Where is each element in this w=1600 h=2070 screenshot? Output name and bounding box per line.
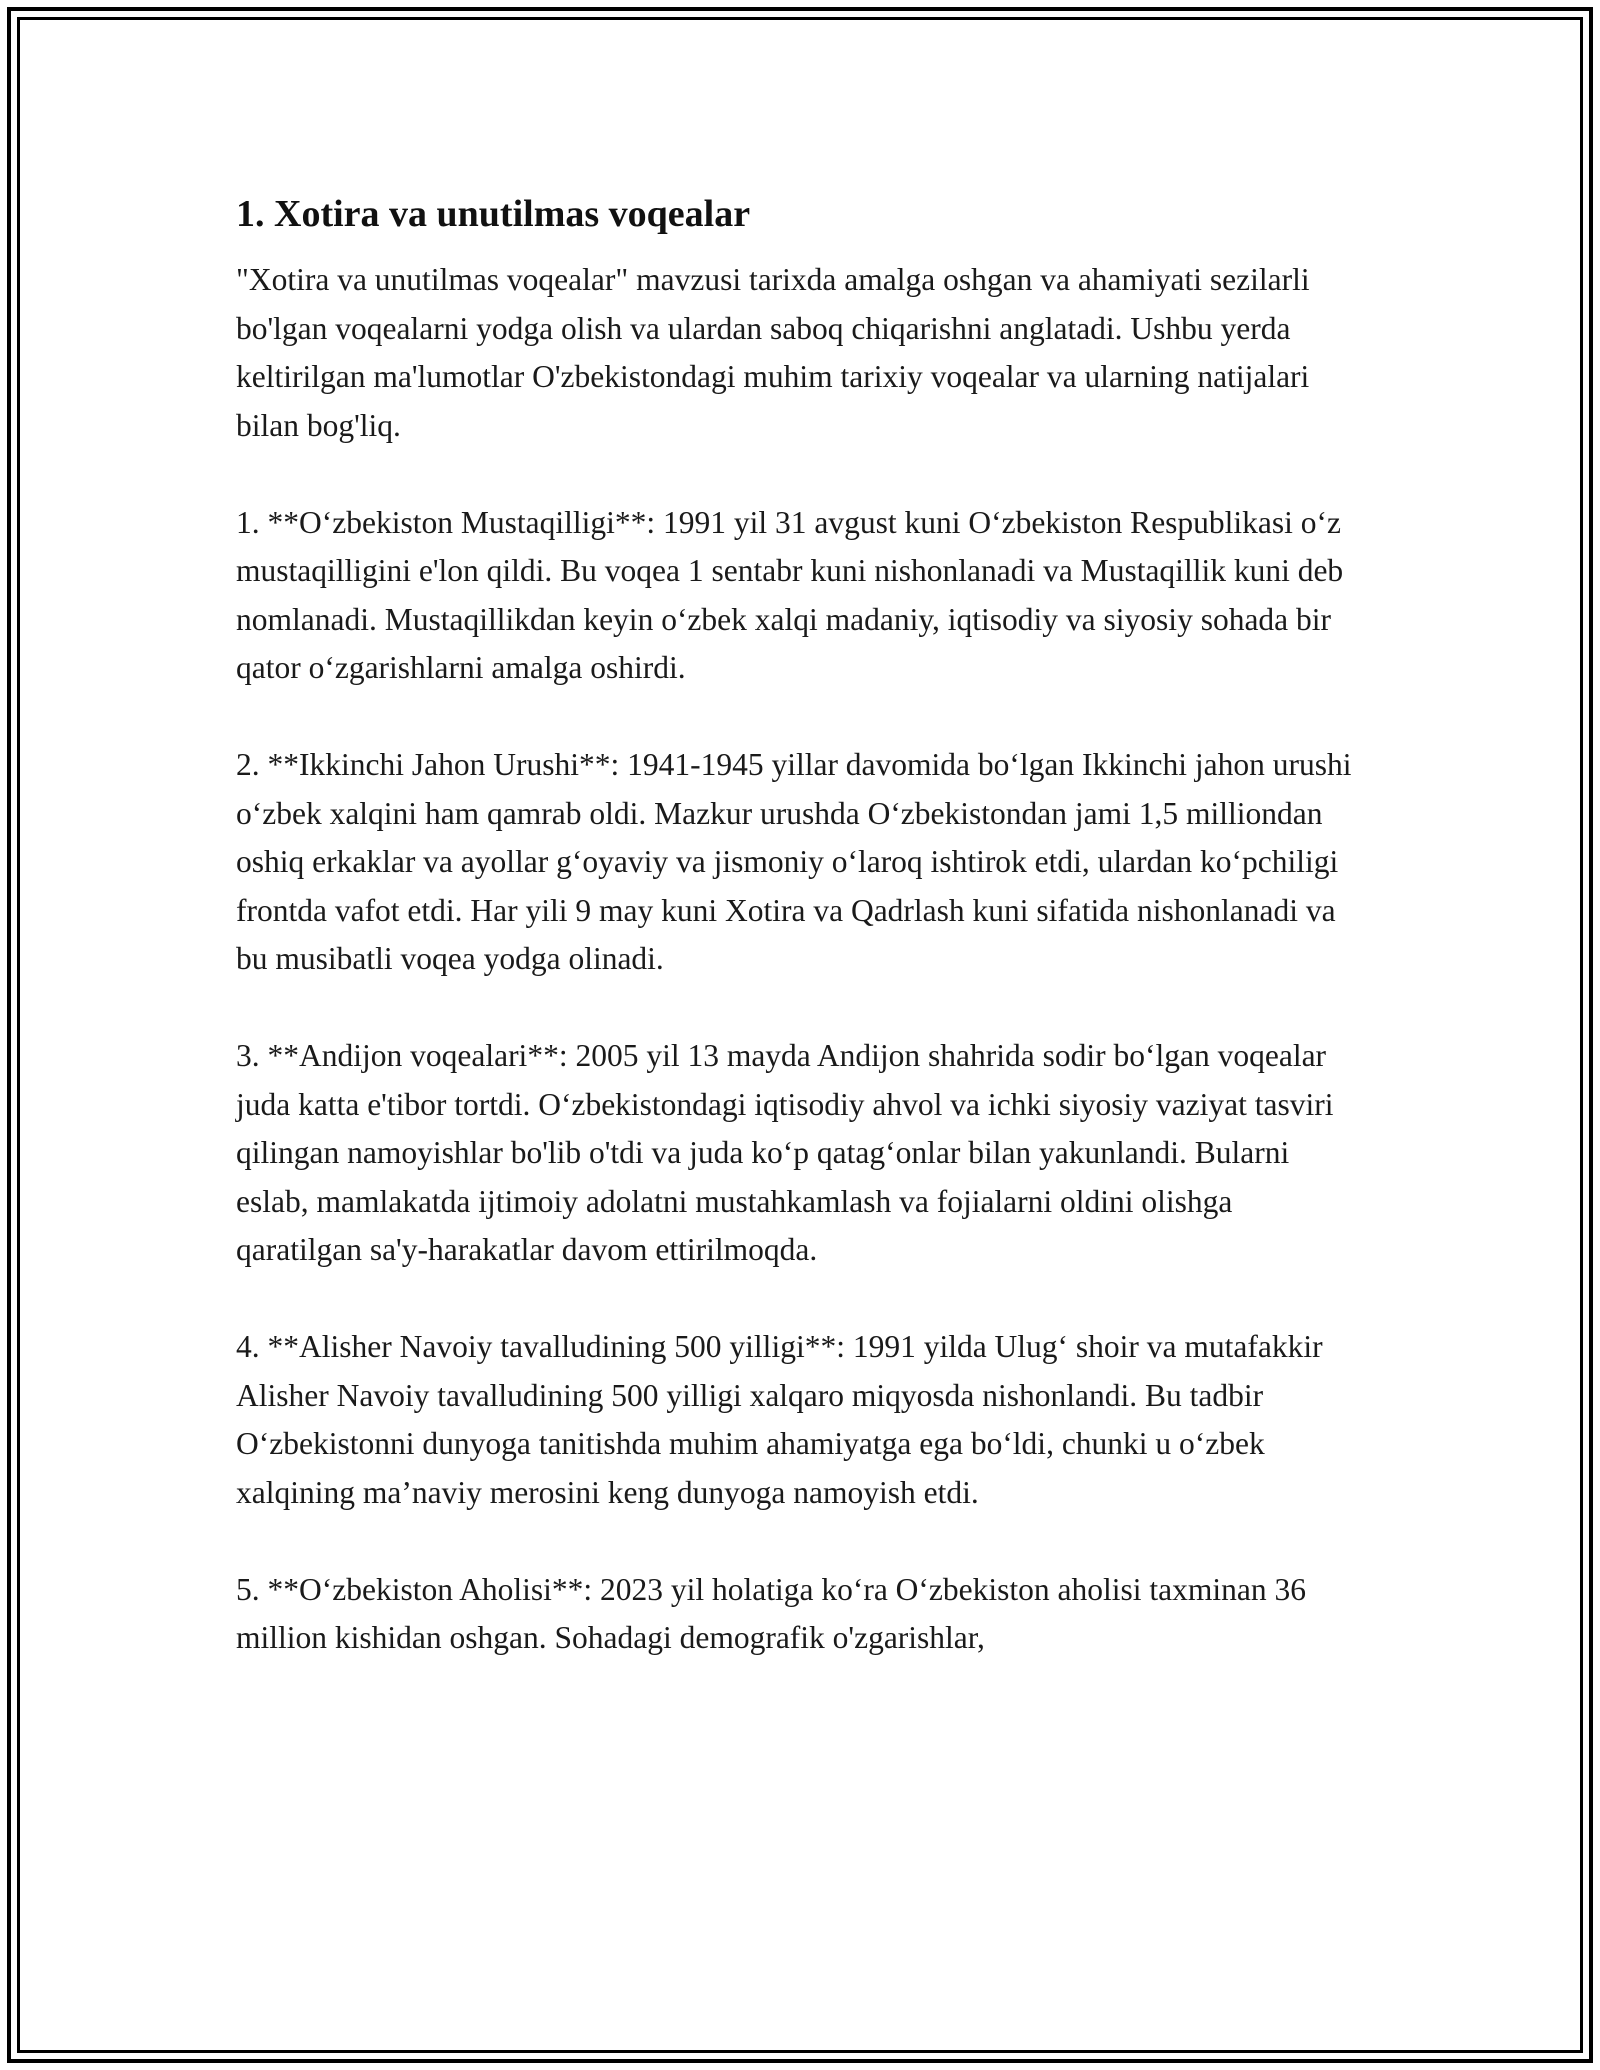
- paragraph-andijan-events: 3. **Andijon voqealari**: 2005 yil 13 mayda Andijon shahrida sodir boʻlgan voqealar juda katta e'tibor tortdi. Oʻzbekistondagi iqtisodiy ahvol va ichki siyosiy vaziyat tasviri qilingan namoyishlar bo'lib o'tdi va juda koʻp qatagʻonlar bilan yakunlandi. Bularni eslab, mamlakatda ijtimoiy adolatni mustahkamlash va fojialarni oldini olishga qaratilgan sa'y-harakatlar davom ettirilmoqda.: [236, 1038, 1334, 1267]
- paragraph-population: 5. **Oʻzbekiston Aholisi**: 2023 yil holatiga koʻra Oʻzbekiston aholisi taxminan 36 million kishidan oshgan. Sohadagi demografik o'zgarishlar,: [236, 1571, 1306, 1655]
- paragraph-navoi-anniversary: 4. **Alisher Navoiy tavalludining 500 yilligi**: 1991 yilda Ulugʻ shoir va mutafakkir Alisher Navoiy tavalludining 500 yilligi xalqaro miqyosda nishonlandi. Bu tadbir Oʻzbekistonni dunyoga tanitishda muhim ahamiyatga ega boʻldi, chunki u oʻzbek xalqining maʼnaviy merosini keng dunyoga namoyish etdi.: [236, 1329, 1323, 1510]
- document-body: [236, 188, 1366, 1663]
- section-heading: 1. Xotira va unutilmas voqealar: [236, 193, 751, 235]
- paragraph-world-war-two: 2. **Ikkinchi Jahon Urushi**: 1941-1945 yillar davomida boʻlgan Ikkinchi jahon urushi oʻzbek xalqini ham qamrab oldi. Mazkur urushda Oʻzbekistondan jami 1,5 milliondan oshiq erkaklar va ayollar gʻoyaviy va jismoniy oʻlaroq ishtirok etdi, ulardan koʻpchiligi frontda vafot etdi. Har yili 9 may kuni Xotira va Qadrlash kuni sifatida nishonlanadi va bu musibatli voqea yodga olinadi.: [236, 747, 1352, 976]
- intro-paragraph: "Xotira va unutilmas voqealar" mavzusi tarixda amalga oshgan va ahamiyati sezilarli bo'lgan voqealarni yodga olish va ulardan saboq chiqarishni anglatadi. Ushbu yerda keltirilgan ma'lumotlar O'zbekistondagi muhim tarixiy voqealar va ularning natijalari bilan bog'liq.: [236, 262, 1310, 443]
- paragraph-independence: 1. **Oʻzbekiston Mustaqilligi**: 1991 yil 31 avgust kuni Oʻzbekiston Respublikasi oʻz mustaqilligini e'lon qildi. Bu voqea 1 sentabr kuni nishonlanadi va Mustaqillik kuni deb nomlanadi. Mustaqillikdan keyin oʻzbek xalqi madaniy, iqtisodiy va siyosiy sohada bir qator oʻzgarishlarni amalga oshirdi.: [236, 504, 1344, 685]
